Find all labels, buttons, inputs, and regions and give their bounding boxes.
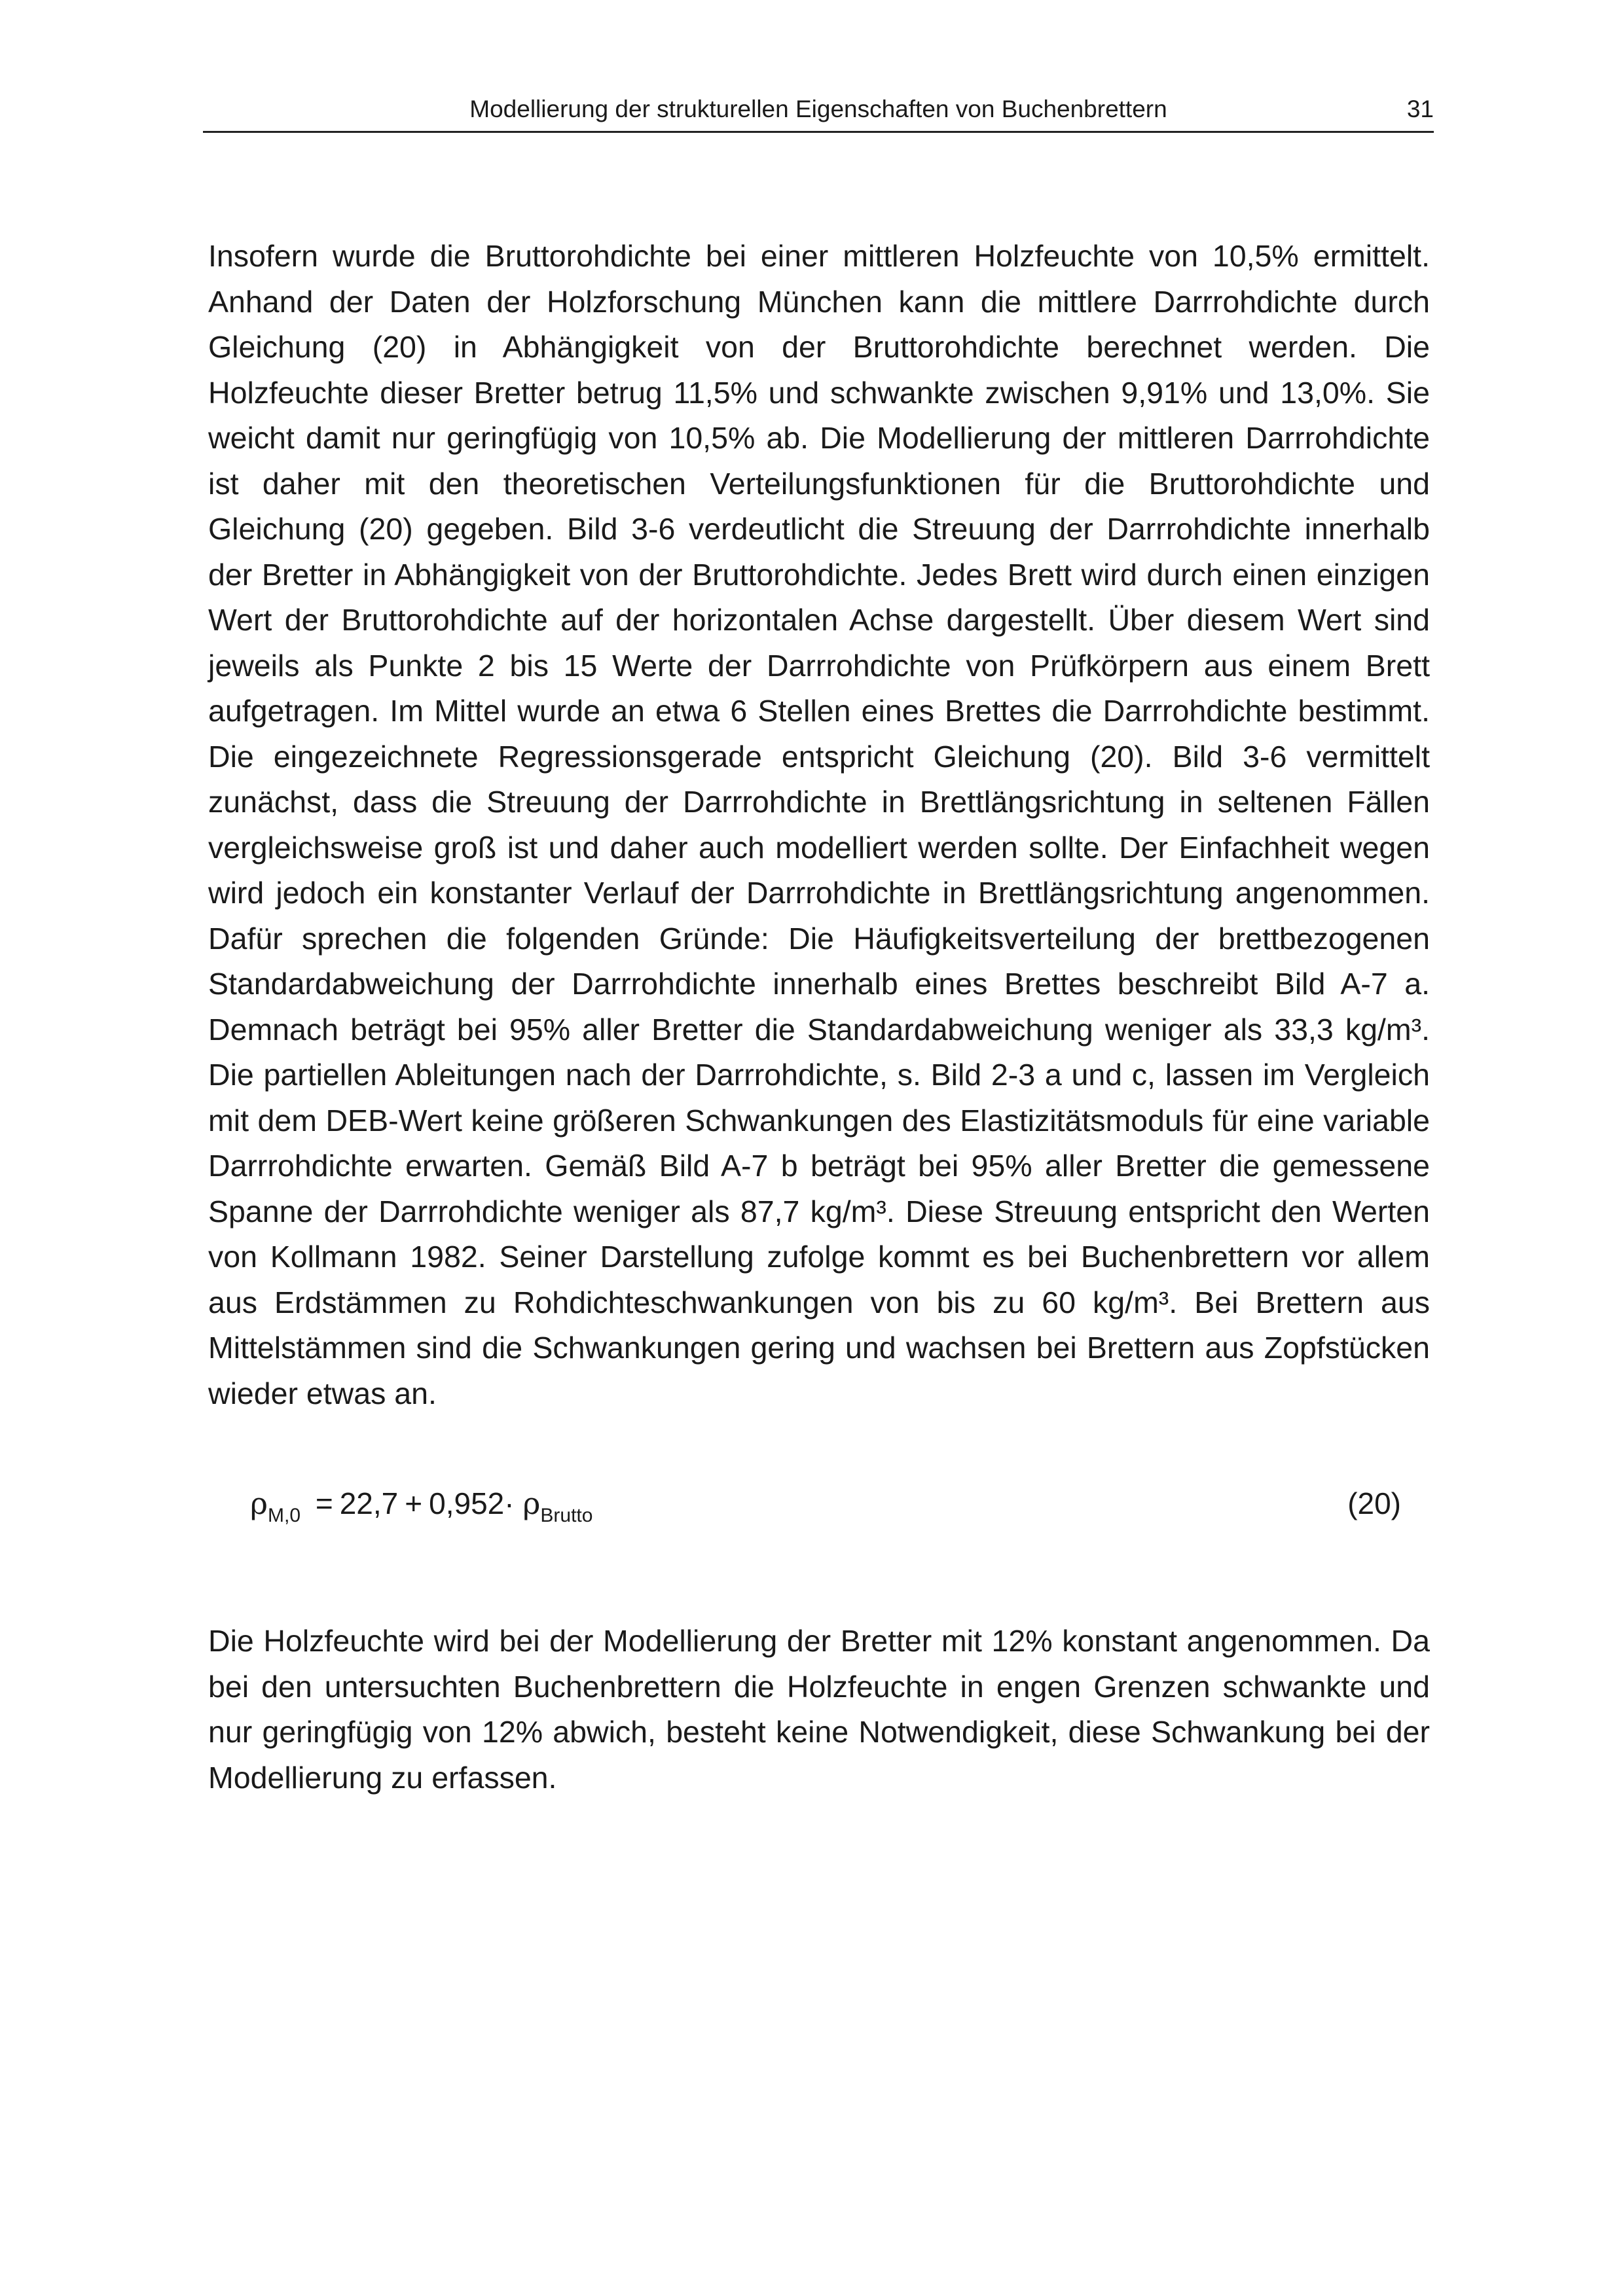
rho-symbol: ρ xyxy=(250,1486,268,1521)
paragraph-text: Insofern wurde die Bruttorohdichte bei einer mittleren Holzfeuchte von 10,5% ermittelt. Anhand der Daten der Holzforschung München kann die mittlere Darrrohdichte durch Gleichung (20) in Abhängigkeit von der Bruttorohdichte berechnet werden. Die Holzfeuchte dieser Bretter betrug 11,5% und schwankte zwischen 9,91% und 13,0%. Sie weicht damit nur geringfügig von 10,5% ab. Die Modellierung der mittleren Darrrohdichte ist daher mit den theoretischen Verteilungsfunktionen für die Bruttorohdichte und Gleichung (20) gegeben. Bild 3-6 verdeutlicht die Streuung der Darrrohdichte innerhalb der Bretter in Abhängigkeit von der Bruttorohdichte. Jedes Brett wird durch einen einzigen Wert der Bruttorohdichte auf der horizontalen Achse dargestellt. Über diesem Wert sind jeweils als Punkte 2 bis 15 Werte der Darrrohdichte von Prüfkörpern aus einem Brett aufgetragen. Im Mittel wurde an etwa 6 Stellen eines Brettes die Darrrohdichte bestimmt. Die eingezeichnete Regressionsgerade entspricht Gleichung (20). Bild 3-6 vermittelt zunächst, dass die Streuung der Darrrohdichte in Brettlängsrichtung in seltenen Fällen vergleichsweise groß ist und daher auch modelliert werden sollte. Der Einfachheit wegen wird jedoch ein konstanter Verlauf der Darrrohdichte in Brettlängsrichtung angenommen. Dafür sprechen die folgenden Gründe: Die Häufigkeitsverteilung der brettbezogenen Standardabweichung der Darrrohdichte innerhalb eines Brettes beschreibt Bild A-7 a. Demnach beträgt bei 95% aller Bretter die Standardabweichung weniger als 33,3 kg/m³. Die partiellen Ableitungen nach der Darrrohdichte, s. Bild 2-3 a und c, lassen im Vergleich mit dem DEB-Wert keine größeren Schwankungen des Elastizitätsmoduls für eine variable Darrrohdichte erwarten. Gemäß Bild A-7 b beträgt bei 95% aller Bretter die gemessene Spanne der Darrrohdichte weniger als 87,7 kg/m³. Diese Streuung entspricht den Werten von Kollmann 1982. Seiner Darstellung zufolge kommt es bei Buchenbrettern vor allem aus Erdstämmen zu Rohdichteschwankungen von bis zu 60 kg/m³. Bei Brettern aus Mittelstämmen sind die Schwankungen gering und wachsen bei Brettern aus Zopfstücken wieder etwas an. xyxy=(208,239,1430,1410)
multiply-dot: · xyxy=(504,1486,515,1520)
equation-20 xyxy=(242,1486,1401,1538)
plus-sign: + xyxy=(405,1486,423,1520)
lhs-subscript: M,0 xyxy=(268,1505,301,1526)
body-paragraph-1 xyxy=(208,234,1430,1416)
rho-symbol: ρ xyxy=(522,1486,541,1521)
coefficient-term: 0,952 xyxy=(429,1486,505,1520)
running-header xyxy=(203,90,1434,133)
rhs-subscript: Brutto xyxy=(540,1505,593,1526)
body-paragraph-2 xyxy=(208,1619,1430,1801)
paragraph-text: Die Holzfeuchte wird bei der Modellierung der Bretter mit 12% konstant angenommen. Da bei den untersuchten Buchenbrettern die Holzfeuchte in engen Grenzen schwankte und nur geringfügig von 12% abwich, besteht keine Notwendigkeit, diese Schwankung bei der Modellierung zu erfassen. xyxy=(208,1624,1430,1795)
constant-term: 22,7 xyxy=(339,1486,399,1520)
equation-expression xyxy=(250,1486,593,1527)
page-number: 31 xyxy=(1406,96,1434,122)
equation-number: (20) xyxy=(1347,1486,1401,1520)
equals-sign: = xyxy=(315,1486,333,1520)
header-title: Modellierung der strukturellen Eigenschaften von Buchenbrettern xyxy=(469,96,1167,122)
